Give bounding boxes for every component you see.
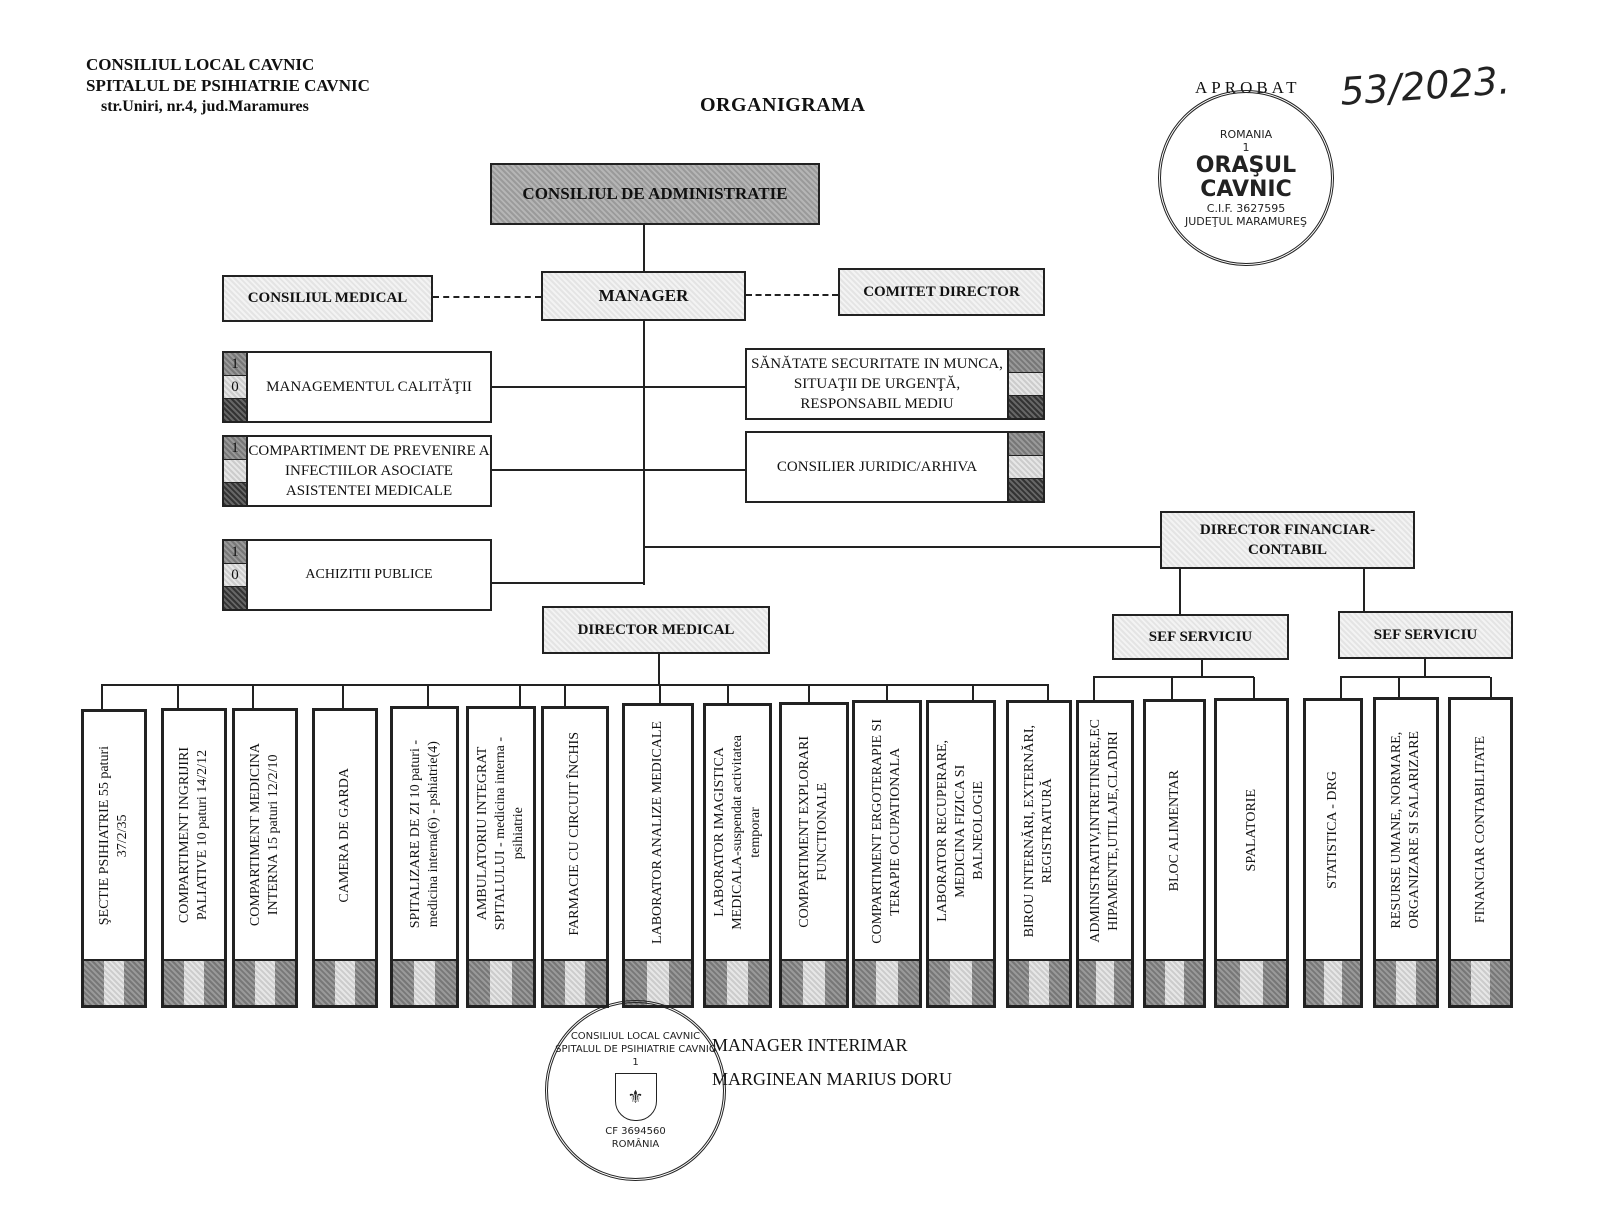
- unit-code-cells: [1376, 959, 1436, 1005]
- code-cell: [1009, 961, 1029, 1005]
- approval-label: APROBAT: [1195, 78, 1301, 97]
- code-cell: [1114, 961, 1131, 1005]
- medical-director-label: DIRECTOR MEDICAL: [577, 621, 735, 638]
- unit-text-wrap: [393, 709, 456, 959]
- connector: [177, 685, 179, 708]
- unit-label: LABORATOR IMAGISTICA MEDICALA-suspendat activitatea temporar: [711, 735, 763, 930]
- signature-name: MARGINEAN MARIUS DORU: [712, 1069, 953, 1089]
- unit-label: COMPARTIMENT MEDICINA INTERNA 15 paturi 12/2/10: [248, 743, 281, 927]
- connector: [644, 469, 745, 471]
- service1-unit-box: [1143, 699, 1206, 1008]
- code-cell: [782, 961, 803, 1005]
- connector: [101, 685, 103, 709]
- connector: [1093, 677, 1095, 700]
- unit-code-cells: [544, 959, 606, 1005]
- staff-box-legal: [745, 431, 1009, 503]
- code-cell: [1490, 961, 1510, 1005]
- unit-text-wrap: [1217, 701, 1286, 959]
- unit-label: STATISTICA - DRG: [1325, 771, 1340, 889]
- connector: [1424, 659, 1426, 676]
- connector: [886, 685, 888, 700]
- code-cell: [1342, 961, 1360, 1005]
- medical-unit-box: [541, 706, 609, 1008]
- code-cell: [104, 961, 124, 1005]
- unit-code-cells: [1306, 959, 1360, 1005]
- unit-label: COMPARTIMENT EXPLORARI FUNCTIONALE: [797, 736, 830, 928]
- medical-unit-box: [622, 703, 694, 1008]
- code-cell: [1029, 961, 1049, 1005]
- code-cell: [1451, 961, 1471, 1005]
- hospital-stamp: [545, 1000, 726, 1181]
- connector: [1398, 677, 1400, 697]
- unit-label: SPALATORIE: [1243, 788, 1259, 872]
- manager-box: [541, 271, 746, 321]
- medical-unit-box: [390, 706, 459, 1008]
- unit-label: LABORATOR ANALIZE MEDICALE: [650, 721, 665, 944]
- code-cell: [825, 961, 846, 1005]
- code-cell: [124, 961, 144, 1005]
- medical-unit-box: [852, 700, 922, 1008]
- connector: [492, 582, 644, 584]
- unit-label: SPITALIZARE DE ZI 10 paturi - medicina interna(6) - pshiatrie(4): [407, 739, 441, 929]
- code-cell: [706, 961, 727, 1005]
- code-cell: [224, 483, 246, 505]
- staff-box-procurement: [246, 539, 492, 611]
- hospital-stamp-bottom: ROMÂNIA: [611, 1139, 660, 1150]
- medical-unit-box: [81, 709, 147, 1008]
- unit-text-wrap: [855, 703, 919, 959]
- unit-code-cells: [469, 959, 533, 1005]
- staff-box-safety: [745, 348, 1009, 420]
- director-committee-box: [838, 268, 1045, 316]
- connector: [644, 546, 1160, 548]
- dashed-link-left: [433, 296, 541, 298]
- financial-director-label: DIRECTOR FINANCIAR-CONTABIL: [1199, 522, 1376, 558]
- unit-code-cells: [1451, 959, 1510, 1005]
- code-cell: [512, 961, 533, 1005]
- unit-code-cells: [164, 959, 224, 1005]
- code-cell: [393, 961, 414, 1005]
- unit-label: FARMACIE CU CIRCUIT ÎNCHIS: [567, 732, 582, 936]
- connector: [658, 654, 660, 685]
- code-cell: [1184, 961, 1203, 1005]
- manager-label: MANAGER: [598, 286, 689, 305]
- stamp-num: 1: [1242, 141, 1250, 154]
- service1-unit-box: [1076, 700, 1134, 1008]
- code-cell: [1376, 961, 1396, 1005]
- code-cell: [1240, 961, 1263, 1005]
- stamp-bottom: JUDEŢUL MARAMUREŞ: [1185, 215, 1307, 228]
- unit-label: ŞECTIE PSIHIATRIE 55 paturi 37/2/35: [97, 745, 130, 926]
- service1-unit-box: [1214, 698, 1289, 1008]
- code-cell: [565, 961, 586, 1005]
- connector: [492, 469, 644, 471]
- stamp-cif: C.I.F. 3627595: [1206, 202, 1286, 215]
- unit-code-cells: [1079, 959, 1131, 1005]
- unit-text-wrap: [782, 705, 846, 959]
- unit-text-wrap: [235, 711, 295, 959]
- code-cell: [669, 961, 691, 1005]
- code-cell: [1471, 961, 1491, 1005]
- code-cell: [414, 961, 435, 1005]
- code-cell: [1217, 961, 1240, 1005]
- unit-text-wrap: [1146, 702, 1203, 959]
- code-cell: [1263, 961, 1286, 1005]
- code-cell: [1009, 456, 1043, 479]
- financial-director-box: [1160, 511, 1415, 569]
- medical-unit-box: [312, 708, 378, 1008]
- staff-label: CONSILIER JURIDIC/ARHIVA: [776, 458, 978, 475]
- medical-director-box: [542, 606, 770, 654]
- code-cell: [876, 961, 897, 1005]
- medical-unit-box: [779, 702, 849, 1008]
- code-cell: [255, 961, 275, 1005]
- medical-unit-box: [703, 703, 772, 1008]
- board-box: [490, 163, 820, 225]
- code-cell: [1146, 961, 1165, 1005]
- code-cell: [204, 961, 224, 1005]
- staff-label: SĂNĂTATE SECURITATE IN MUNCA, SITUAŢII DE URGENŢĂ, RESPONSABIL MEDIU: [751, 356, 1003, 412]
- code-cell: [727, 961, 748, 1005]
- coat-of-arms-icon: ⚜: [615, 1073, 657, 1121]
- connector: [808, 685, 810, 702]
- medical-unit-box: [161, 708, 227, 1008]
- unit-code-cells: [625, 959, 691, 1005]
- connector: [1179, 569, 1181, 614]
- code-cell: [625, 961, 647, 1005]
- code-column: [1007, 431, 1045, 503]
- connector: [1047, 685, 1049, 700]
- medical-unit-box: [466, 706, 536, 1008]
- hospital-address: str.Uniri, nr.4, jud.Maramures: [101, 98, 309, 115]
- signature-role: MANAGER INTERIMAR: [712, 1035, 908, 1055]
- code-cell: [84, 961, 104, 1005]
- code-cell: [315, 961, 335, 1005]
- medical-unit-box: [926, 700, 996, 1008]
- code-cell: [1306, 961, 1324, 1005]
- code-cell: [803, 961, 824, 1005]
- dashed-link-right: [746, 294, 838, 296]
- code-cell: [1009, 373, 1043, 396]
- code-cell: [355, 961, 375, 1005]
- town-stamp: [1158, 90, 1334, 266]
- code-cell: 0: [224, 376, 246, 399]
- service-head-label: SEF SERVICIU: [1373, 626, 1478, 643]
- unit-text-wrap: [1451, 700, 1510, 959]
- connector: [659, 685, 661, 703]
- approval-number: 53/2023.: [1338, 58, 1512, 114]
- service-head-1-box: [1112, 614, 1289, 660]
- code-cell: [1009, 350, 1043, 373]
- unit-code-cells: [235, 959, 295, 1005]
- code-column: [222, 351, 248, 423]
- code-cell: [224, 399, 246, 421]
- code-cell: [647, 961, 669, 1005]
- code-cell: [1049, 961, 1069, 1005]
- code-cell: [1009, 396, 1043, 418]
- connector: [1171, 677, 1173, 699]
- staff-label: MANAGEMENTUL CALITĂŢII: [266, 378, 472, 395]
- hospital-stamp-outer: CONSILIUL LOCAL CAVNIC: [570, 1031, 701, 1042]
- connector: [564, 685, 566, 706]
- code-cell: [1416, 961, 1436, 1005]
- code-cell: [335, 961, 355, 1005]
- unit-label: RESURSE UMANE, NORMARE, ORGANIZARE SI SALARIZARE: [1389, 730, 1422, 929]
- unit-text-wrap: [84, 712, 144, 959]
- hospital-stamp-inner: SPITALUL DE PSIHIATRIE CAVNIC: [555, 1044, 716, 1055]
- code-cell: 1: [224, 541, 246, 564]
- unit-text-wrap: [469, 709, 533, 959]
- board-label: CONSILIUL DE ADMINISTRATIE: [522, 184, 788, 203]
- code-cell: [929, 961, 950, 1005]
- staff-box-quality: [246, 351, 492, 423]
- medical-unit-box: [1006, 700, 1072, 1008]
- unit-label: ADMINISTRATIV,INTRETINERE,EC HIPAMENTE,UTILAJE,CLADIRI: [1088, 719, 1121, 943]
- connector: [519, 685, 521, 706]
- unit-code-cells: [706, 959, 769, 1005]
- unit-text-wrap: [1376, 700, 1436, 959]
- unit-code-cells: [1146, 959, 1203, 1005]
- connector: [342, 685, 344, 708]
- code-cell: [544, 961, 565, 1005]
- page-title: ORGANIGRAMA: [700, 94, 866, 116]
- service-1-bus: [1093, 676, 1254, 678]
- code-cell: [184, 961, 204, 1005]
- code-cell: [224, 587, 246, 609]
- stamp-line1: ORAŞUL: [1195, 153, 1297, 178]
- staff-label: ACHIZITII PUBLICE: [305, 567, 433, 582]
- code-cell: [972, 961, 993, 1005]
- code-cell: [435, 961, 456, 1005]
- code-cell: [490, 961, 511, 1005]
- service2-unit-box: [1303, 698, 1363, 1008]
- unit-text-wrap: [1009, 703, 1069, 959]
- signature-block: [712, 1028, 952, 1096]
- unit-text-wrap: [1079, 703, 1131, 959]
- unit-text-wrap: [544, 709, 606, 959]
- connector: [1490, 677, 1492, 697]
- code-cell: [1079, 961, 1096, 1005]
- code-cell: [1096, 961, 1113, 1005]
- connector: [427, 685, 429, 706]
- document-header: [86, 54, 370, 117]
- connector: [972, 685, 974, 700]
- stamp-top: ROMANIA: [1219, 128, 1273, 141]
- code-cell: [898, 961, 919, 1005]
- connector: [492, 386, 644, 388]
- unit-code-cells: [1217, 959, 1286, 1005]
- hospital-name: SPITALUL DE PSIHIATRIE CAVNIC: [86, 76, 370, 95]
- code-column: [222, 435, 248, 507]
- unit-code-cells: [1009, 959, 1069, 1005]
- stamp-line2: CAVNIC: [1200, 177, 1292, 202]
- code-cell: 0: [224, 564, 246, 587]
- code-cell: [1165, 961, 1184, 1005]
- medical-council-box: [222, 275, 433, 322]
- code-cell: [950, 961, 971, 1005]
- code-cell: [469, 961, 490, 1005]
- medical-units-bus: [101, 684, 1049, 686]
- unit-text-wrap: [164, 711, 224, 959]
- connector: [1201, 660, 1203, 676]
- unit-code-cells: [393, 959, 456, 1005]
- unit-label: CAMERA DE GARDA: [337, 767, 352, 903]
- unit-label: FINANCIAR CONTABILITATE: [1472, 735, 1488, 924]
- code-cell: 1: [224, 353, 246, 376]
- code-column: [222, 539, 248, 611]
- unit-text-wrap: [929, 703, 993, 959]
- code-cell: [1324, 961, 1342, 1005]
- medical-unit-box: [232, 708, 298, 1008]
- unit-label: BIROU INTERNĂRI, EXTERNĂRI, REGISTRATURĂ: [1022, 724, 1055, 938]
- service2-unit-box: [1448, 697, 1513, 1008]
- code-cell: [748, 961, 769, 1005]
- unit-code-cells: [782, 959, 846, 1005]
- service-head-2-box: [1338, 611, 1513, 659]
- staff-label: COMPARTIMENT DE PREVENIRE A INFECTIILOR ASOCIATE ASISTENTEI MEDICALE: [248, 443, 490, 499]
- code-cell: [585, 961, 606, 1005]
- director-committee-label: COMITET DIRECTOR: [863, 283, 1020, 300]
- unit-text-wrap: [706, 706, 769, 959]
- unit-code-cells: [84, 959, 144, 1005]
- unit-label: COMPARTIMENT ERGOTERAPIE SI TERAPIE OCUPATIONALA: [870, 718, 903, 944]
- connector: [252, 685, 254, 708]
- unit-text-wrap: [315, 711, 375, 959]
- code-cell: [855, 961, 876, 1005]
- unit-label: COMPARTIMENT INGRIJIRI PALIATIVE 10 paturi 14/2/12: [177, 746, 210, 924]
- unit-label: LABORATOR RECUPERARE, MEDICINA FIZICA SI BALNEOLOGIE: [935, 740, 986, 922]
- code-cell: 1: [224, 437, 246, 460]
- staff-box-infection: [246, 435, 492, 507]
- unit-code-cells: [315, 959, 375, 1005]
- hospital-stamp-cf: CF 3694560: [605, 1126, 666, 1137]
- connector: [1340, 677, 1342, 698]
- unit-text-wrap: [625, 706, 691, 959]
- code-column: [1007, 348, 1045, 420]
- council-name: CONSILIUL LOCAL CAVNIC: [86, 55, 315, 74]
- code-cell: [1009, 433, 1043, 456]
- connector: [644, 386, 745, 388]
- unit-label: AMBULATORIU INTEGRAT SPITALULUI - medicina interna - psihiatrie: [475, 737, 526, 931]
- code-cell: [164, 961, 184, 1005]
- code-cell: [275, 961, 295, 1005]
- code-cell: [224, 460, 246, 483]
- unit-text-wrap: [1306, 701, 1360, 959]
- service2-unit-box: [1373, 697, 1439, 1008]
- code-cell: [1009, 479, 1043, 501]
- connector: [1253, 677, 1255, 698]
- hospital-stamp-num: 1: [632, 1057, 639, 1068]
- service-head-label: SEF SERVICIU: [1148, 628, 1253, 645]
- unit-code-cells: [855, 959, 919, 1005]
- code-cell: [1396, 961, 1416, 1005]
- medical-council-label: CONSILIUL MEDICAL: [247, 290, 408, 306]
- unit-code-cells: [929, 959, 993, 1005]
- code-cell: [235, 961, 255, 1005]
- service-2-bus: [1340, 676, 1490, 678]
- connector: [1363, 569, 1365, 611]
- unit-label: BLOC ALIMENTAR: [1166, 769, 1182, 892]
- connector: [727, 685, 729, 703]
